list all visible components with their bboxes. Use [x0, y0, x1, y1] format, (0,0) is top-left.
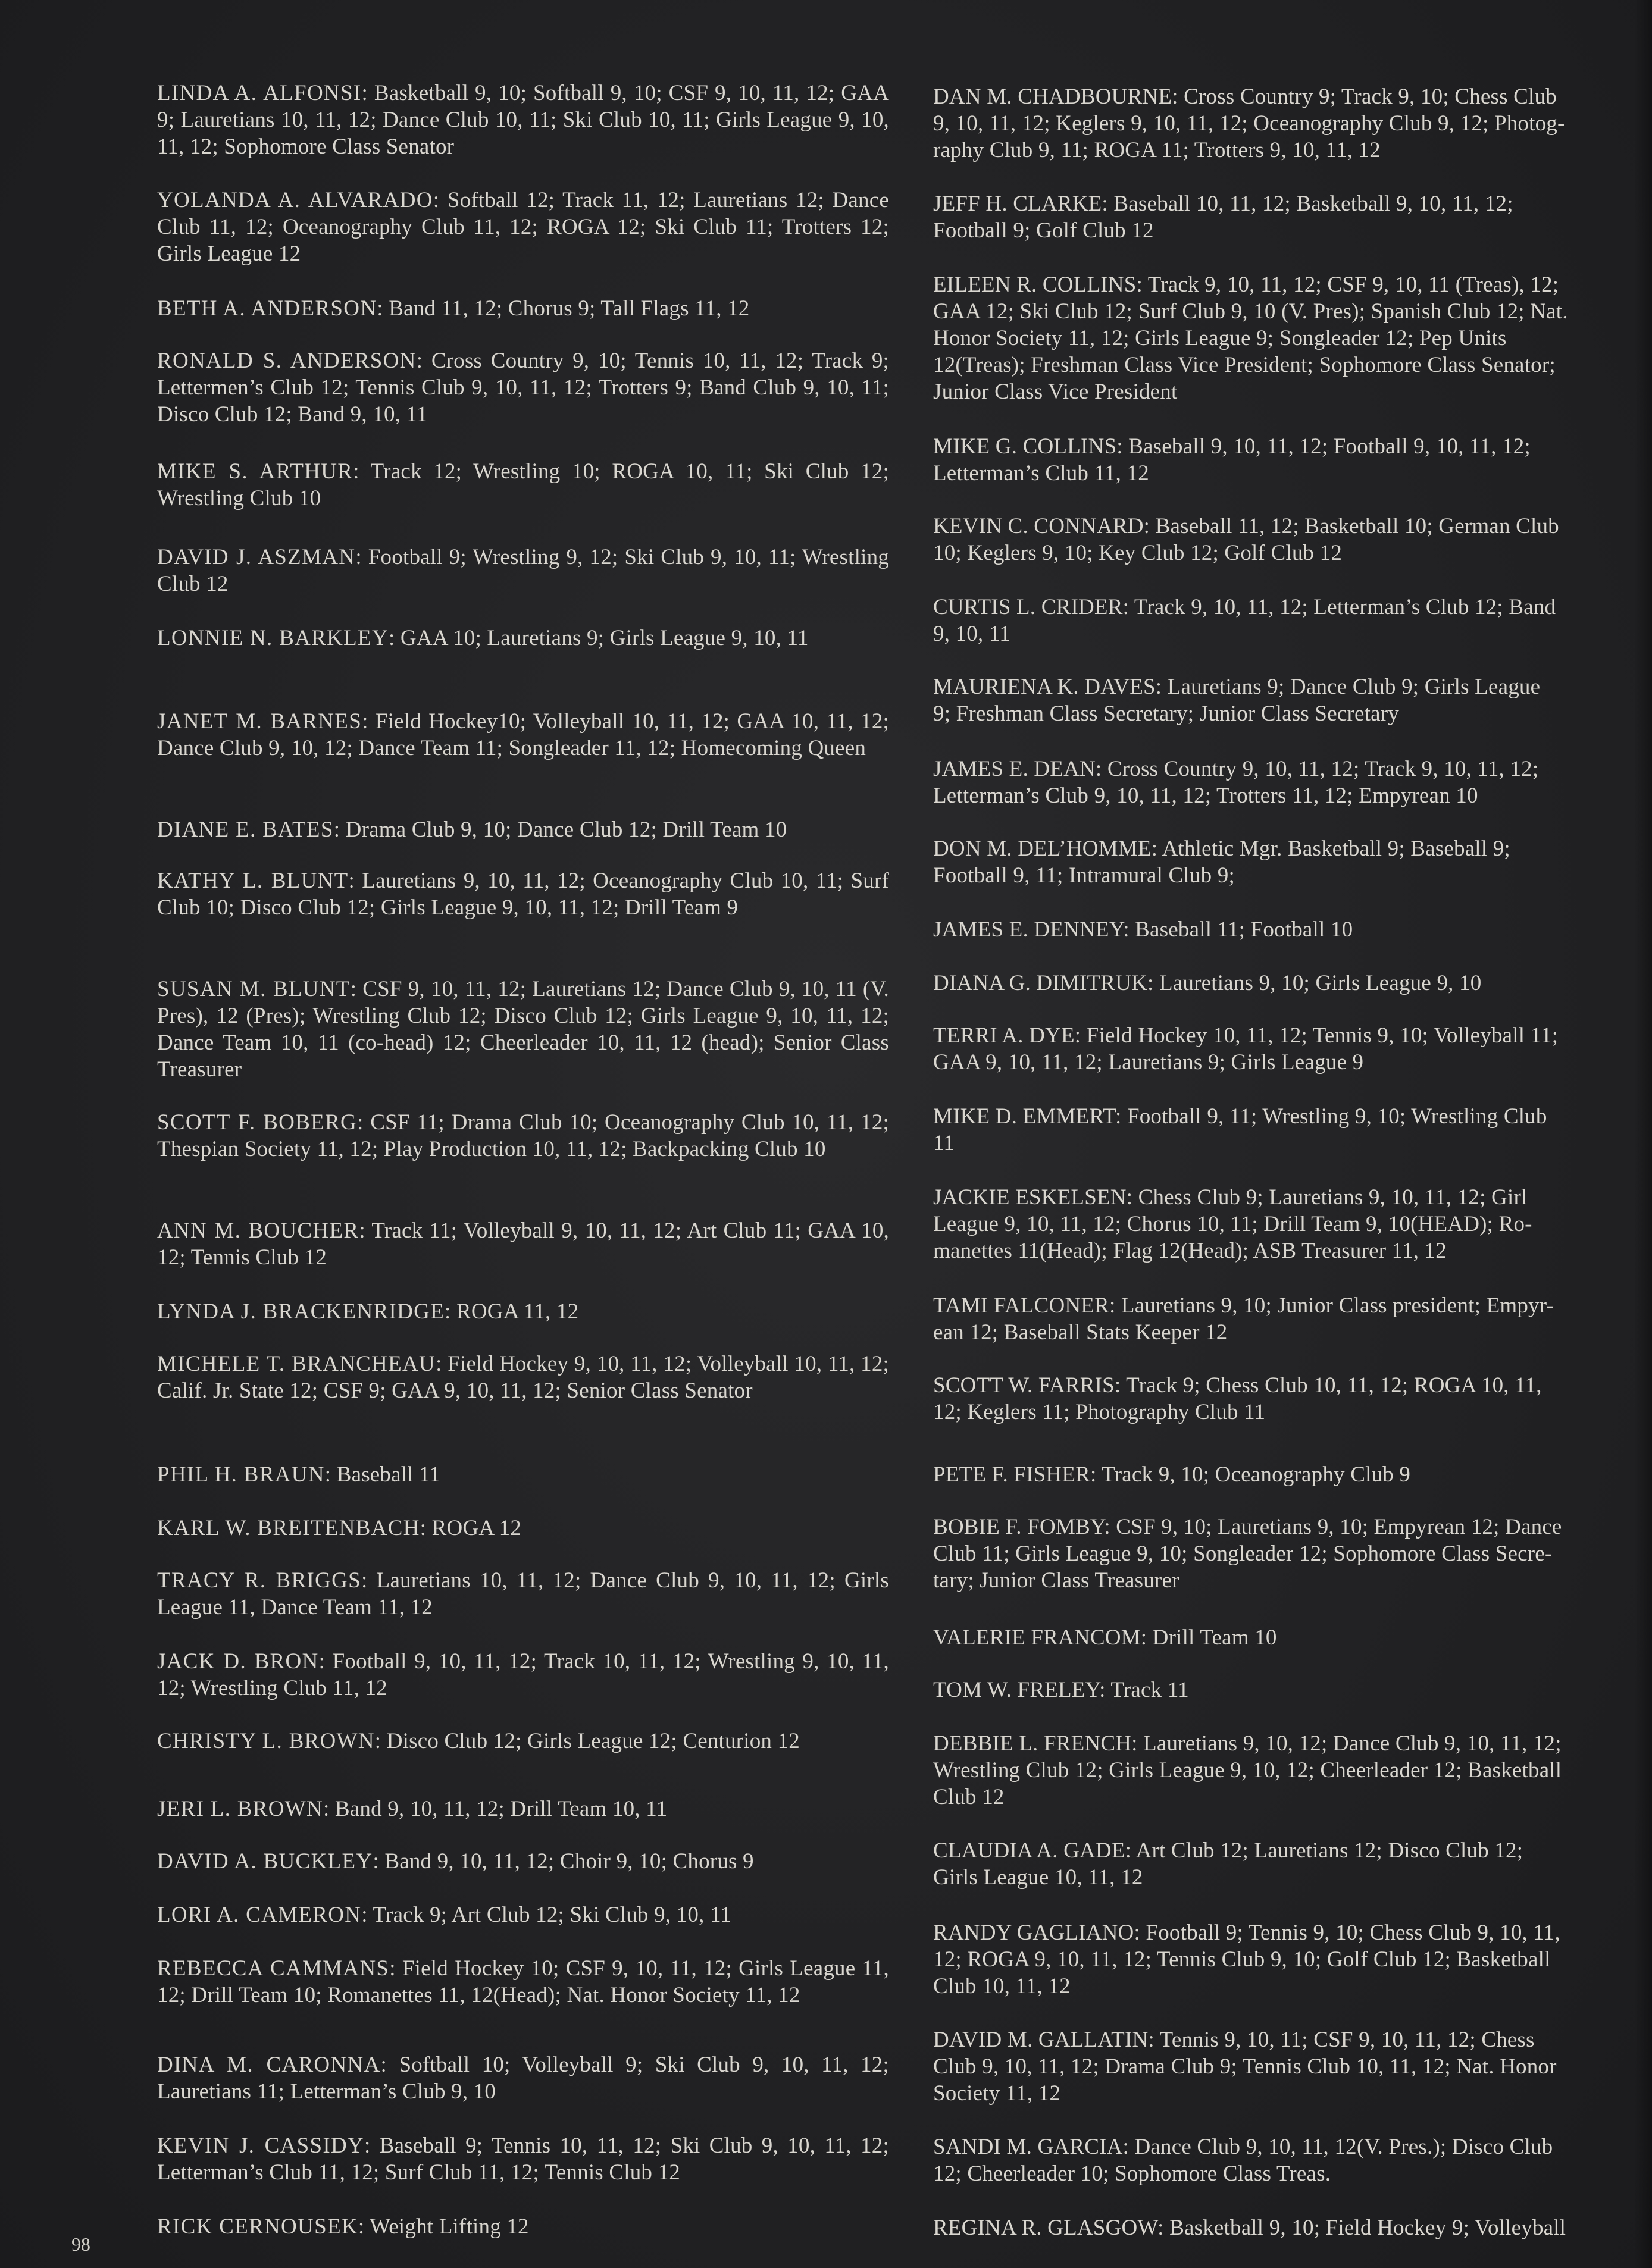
entry-line: JAMES E. DENNEY: Baseball 11; Football 10: [933, 917, 1353, 942]
entry-line: MIKE G. COLLINS: Baseball 9, 10, 11, 12; Football 9, 10, 11, 12;: [933, 434, 1531, 459]
entry-activities: Baseball 9; Tennis 10, 11, 12; Ski Club 9, 10, 11, 12; Letterman’s Club 11, 12; Surf Club 11, 12; Tennis Club 12: [157, 2134, 889, 2185]
entry-name: YOLANDA A. ALVARADO: [157, 188, 433, 212]
entry-activities: Field Hockey 10; CSF 9, 10, 11, 12; Girls League 11, 12; Drill Team 10; Romanettes 11, 12(Head); Nat. Honor Society 11, 12: [157, 1956, 889, 2007]
entry-activities: ROGA 12: [431, 1516, 522, 1540]
entry-name: CHRISTY L. BROWN: [157, 1729, 375, 1753]
entry-name: BETH A. ANDERSON: [157, 296, 377, 321]
entry-line: MIKE D. EMMERT: Football 9, 11; Wrestling 9, 10; Wrestling Club: [933, 1104, 1547, 1129]
entry-line: JACKIE ESKELSEN: Chess Club 9; Lauretians 9, 10, 11, 12; Girl: [933, 1185, 1528, 1210]
senior-entry: [933, 1022, 1652, 1076]
entry-name: DINA M. CARONNA: [157, 2053, 381, 2077]
senior-entry: SUSAN M. BLUNT: CSF 9, 10, 11, 12; Lauretians 12; Dance Club 9, 10, 11 (V. Pres), 12 (Pres); Wrestling Club 12; Disco Club 12; Girls League 9, 10, 11, 12; Dance Team 10, 11 (co-head) 12; Cheerleader 10, 11, 12 (head); Senior Class Treasurer: [157, 977, 889, 1082]
entry-activities: Basketball 9, 10; Softball 9, 10; CSF 9, 10, 11, 12; GAA 9; Lauretians 10, 11, 12; Dance Club 10, 11; Ski Club 10, 11; Girls League 9, 10, 11, 12; Sophomore Class Senator: [157, 81, 889, 159]
entry-name: MIKE S. ARTHUR: [157, 459, 353, 484]
senior-entry: DINA M. CARONNA: Softball 10; Volleyball 9; Ski Club 9, 10, 11, 12; Lauretians 11; Letterman’s Club 9, 10: [157, 2053, 889, 2104]
entry-activities: ROGA 11, 12: [456, 1299, 579, 1324]
entry-name: SUSAN M. BLUNT: [157, 977, 351, 1001]
entry-name: KATHY L. BLUNT: [157, 869, 349, 893]
entry-line: Junior Class Vice President: [933, 380, 1178, 404]
entry-line: EILEEN R. COLLINS: Track 9, 10, 11, 12; CSF 9, 10, 11 (Treas), 12;: [933, 272, 1559, 297]
entry-activities: CSF 11; Drama Club 10; Oceanography Club 10, 11, 12; Thespian Society 11, 12; Play Production 10, 11, 12; Backpacking Club 10: [157, 1110, 889, 1161]
senior-entry: [933, 1677, 1652, 1703]
entry-line: TOM W. FRELEY: Track 11: [933, 1678, 1189, 1702]
entry-line: DAVID M. GALLATIN: Tennis 9, 10, 11; CSF 9, 10, 11, 12; Chess: [933, 2028, 1535, 2052]
senior-entry: [933, 83, 1652, 164]
entry-name: SCOTT F. BOBERG: [157, 1110, 357, 1135]
senior-entry: [933, 433, 1652, 487]
senior-entry: SCOTT F. BOBERG: CSF 11; Drama Club 10; Oceanography Club 10, 11, 12; Thespian Society 11, 12; Play Production 10, 11, 12; Backpacking Club 10: [157, 1110, 889, 1161]
entry-line: 12; Cheerleader 10; Sophomore Class Treas.: [933, 2162, 1331, 2186]
entry-name: KARL W. BREITENBACH: [157, 1516, 420, 1540]
entry-name: LORI A. CAMERON: [157, 1903, 362, 1927]
entry-line: Honor Society 11, 12; Girls League 9; Songleader 12; Pep Units: [933, 326, 1507, 350]
senior-entry: [933, 2026, 1652, 2107]
senior-entry: BETH A. ANDERSON: Band 11, 12; Chorus 9; Tall Flags 11, 12: [157, 296, 750, 321]
senior-entry: [933, 513, 1652, 566]
senior-entry: REBECCA CAMMANS: Field Hockey 10; CSF 9, 10, 11, 12; Girls League 11, 12; Drill Team 10; Romanettes 11, 12(Head); Nat. Honor Society 11, 12: [157, 1956, 889, 2007]
entry-line: KEVIN C. CONNARD: Baseball 11, 12; Basketball 10; German Club: [933, 514, 1559, 538]
entry-line: Club 10, 11, 12: [933, 1974, 1071, 1998]
entry-line: 11: [933, 1131, 955, 1155]
entry-line: DON M. DEL’HOMME: Athletic Mgr. Basketball 9; Baseball 9;: [933, 837, 1510, 861]
senior-entry: [933, 673, 1652, 727]
senior-entry: [933, 756, 1652, 809]
entry-activities: Softball 12; Track 11, 12; Lauretians 12; Dance Club 11, 12; Oceanography Club 11, 12; ROGA 12; Ski Club 11; Trotters 12; Girls League 12: [157, 188, 890, 266]
senior-entry: MICHELE T. BRANCHEAU: Field Hockey 9, 10, 11, 12; Volleyball 10, 11, 12; Calif. Jr. State 12; CSF 9; GAA 9, 10, 11, 12; Senior Class Senator: [157, 1352, 889, 1403]
entry-name: PHIL H. BRAUN: [157, 1462, 325, 1487]
entry-name: TRACY R. BRIGGS: [157, 1568, 362, 1593]
entry-activities: Softball 10; Volleyball 9; Ski Club 9, 10, 11, 12; Lauretians 11; Letterman’s Club 9, 10: [157, 2053, 889, 2104]
senior-entry: TRACY R. BRIGGS: Lauretians 10, 11, 12; Dance Club 9, 10, 11, 12; Girls League 11, Dance Team 11, 12: [157, 1568, 889, 1619]
entry-line: 9; Freshman Class Secretary; Junior Class Secretary: [933, 701, 1399, 726]
entry-line: 9, 10, 11, 12; Keglers 9, 10, 11, 12; Oceanography Club 9, 12; Photog-: [933, 111, 1565, 136]
entry-activities: Band 9, 10, 11, 12; Choir 9, 10; Chorus 9: [384, 1849, 754, 1874]
senior-entry: [933, 1292, 1652, 1346]
entry-line: Club 11; Girls League 9, 10; Songleader 12; Sophomore Class Secre-: [933, 1542, 1553, 1566]
entry-activities: Baseball 11: [336, 1462, 441, 1487]
entry-name: LONNIE N. BARKLEY: [157, 626, 389, 650]
entry-name: LYNDA J. BRACKENRIDGE: [157, 1299, 445, 1324]
entry-activities: Football 9; Wrestling 9, 12; Ski Club 9, 10, 11; Wrestling Club 12: [157, 545, 889, 596]
senior-entry: KARL W. BREITENBACH: ROGA 12: [157, 1516, 522, 1540]
entry-activities: Football 9, 10, 11, 12; Track 10, 11, 12; Wrestling 9, 10, 11, 12; Wrestling Club 11, 12: [157, 1649, 889, 1700]
senior-entry: [933, 1837, 1652, 1891]
entry-line: manettes 11(Head); Flag 12(Head); ASB Treasurer 11, 12: [933, 1239, 1447, 1263]
entry-line: GAA 12; Ski Club 12; Surf Club 9, 10 (V. Pres); Spanish Club 12; Nat.: [933, 299, 1568, 324]
entry-line: PETE F. FISHER: Track 9, 10; Oceanography Club 9: [933, 1462, 1411, 1487]
entry-line: League 9, 10, 11, 12; Chorus 10, 11; Drill Team 9, 10(HEAD); Ro-: [933, 1212, 1532, 1236]
entry-line: Wrestling Club 12; Girls League 9, 10, 12; Cheerleader 12; Basketball: [933, 1758, 1562, 1783]
entry-line: Girls League 10, 11, 12: [933, 1865, 1143, 1890]
senior-entry: [933, 1103, 1652, 1157]
entry-name: JERI L. BROWN: [157, 1797, 323, 1821]
senior-entry: [933, 916, 1652, 943]
entry-name: JACK D. BRON: [157, 1649, 319, 1674]
entry-line: Football 9, 11; Intramural Club 9;: [933, 863, 1235, 888]
left-column: [157, 0, 889, 2268]
page-number: 98: [71, 2233, 90, 2255]
senior-entry: DIANE E. BATES: Drama Club 9, 10; Dance Club 12; Drill Team 10: [157, 817, 787, 842]
entry-name: REBECCA CAMMANS: [157, 1956, 390, 1981]
senior-entry: [933, 1624, 1652, 1651]
entry-activities: Cross Country 9, 10; Tennis 10, 11, 12; Track 9; Lettermen’s Club 12; Tennis Club 9, 10, 11, 12; Trotters 9; Band Club 9, 10, 11; Disco Club 12; Band 9, 10, 11: [157, 349, 889, 427]
senior-entry: KATHY L. BLUNT: Lauretians 9, 10, 11, 12; Oceanography Club 10, 11; Surf Club 10; Disco Club 12; Girls League 9, 10, 11, 12; Drill Team 9: [157, 869, 890, 920]
entry-line: DAN M. CHADBOURNE: Cross Country 9; Track 9, 10; Chess Club: [933, 84, 1557, 109]
senior-entry: [933, 1184, 1652, 1264]
entry-line: Letterman’s Club 9, 10, 11, 12; Trotters 11, 12; Empyrean 10: [933, 784, 1478, 808]
entry-activities: Band 9, 10, 11, 12; Drill Team 10, 11: [334, 1797, 668, 1821]
entry-line: ean 12; Baseball Stats Keeper 12: [933, 1320, 1228, 1345]
entry-activities: Drama Club 9, 10; Dance Club 12; Drill Team 10: [345, 817, 787, 842]
entry-activities: Track 12; Wrestling 10; ROGA 10, 11; Ski Club 12; Wrestling Club 10: [157, 459, 889, 510]
senior-entry: [933, 1372, 1652, 1426]
entry-line: REGINA R. GLASGOW: Basketball 9, 10; Field Hockey 9; Volleyball: [933, 2216, 1566, 2240]
entry-name: KEVIN J. CASSIDY: [157, 2134, 365, 2158]
entry-name: DAVID A. BUCKLEY: [157, 1849, 373, 1874]
entry-line: Letterman’s Club 11, 12: [933, 461, 1149, 485]
senior-entry: RONALD S. ANDERSON: Cross Country 9, 10; Tennis 10, 11, 12; Track 9; Lettermen’s Club 12; Tennis Club 9, 10, 11, 12; Trotters 9; Band Club 9, 10, 11; Disco Club 12; Band 9, 10, 11: [157, 349, 889, 427]
senior-entry: DAVID J. ASZMAN: Football 9; Wrestling 9, 12; Ski Club 9, 10, 11; Wrestling Club 12: [157, 545, 889, 596]
senior-entry: [933, 970, 1652, 997]
entry-line: JAMES E. DEAN: Cross Country 9, 10, 11, 12; Track 9, 10, 11, 12;: [933, 757, 1539, 781]
entry-line: CLAUDIA A. GADE: Art Club 12; Lauretians 12; Disco Club 12;: [933, 1838, 1523, 1863]
senior-entry: JERI L. BROWN: Band 9, 10, 11, 12; Drill Team 10, 11: [157, 1797, 668, 1821]
entry-activities: Weight Lifting 12: [370, 2214, 529, 2239]
entry-line: SANDI M. GARCIA: Dance Club 9, 10, 11, 12(V. Pres.); Disco Club: [933, 2135, 1553, 2159]
senior-entry: JACK D. BRON: Football 9, 10, 11, 12; Track 10, 11, 12; Wrestling 9, 10, 11, 12; Wrestling Club 11, 12: [157, 1649, 889, 1700]
senior-entry: DAVID A. BUCKLEY: Band 9, 10, 11, 12; Choir 9, 10; Chorus 9: [157, 1849, 754, 1874]
senior-entry: JANET M. BARNES: Field Hockey10; Volleyball 10, 11, 12; GAA 10, 11, 12; Dance Club 9, 10, 12; Dance Team 11; Songleader 11, 12; Homecoming Queen: [157, 709, 889, 760]
entry-line: SCOTT W. FARRIS: Track 9; Chess Club 10, 11, 12; ROGA 10, 11,: [933, 1373, 1542, 1398]
senior-entry: PHIL H. BRAUN: Baseball 11: [157, 1462, 441, 1487]
entry-name: MICHELE T. BRANCHEAU: [157, 1352, 436, 1376]
senior-entry: [933, 1461, 1652, 1488]
senior-entry: CHRISTY L. BROWN: Disco Club 12; Girls League 12; Centurion 12: [157, 1729, 800, 1753]
entry-name: JANET M. BARNES: [157, 709, 362, 734]
entry-name: DIANE E. BATES: [157, 817, 334, 842]
senior-entry: [933, 594, 1652, 647]
entry-activities: Lauretians 10, 11, 12; Dance Club 9, 10, 11, 12; Girls League 11, Dance Team 11, 12: [157, 1568, 889, 1619]
entry-activities: Track 11; Volleyball 9, 10, 11, 12; Art Club 11; GAA 10, 12; Tennis Club 12: [157, 1218, 889, 1270]
entry-line: TERRI A. DYE: Field Hockey 10, 11, 12; Tennis 9, 10; Volleyball 11;: [933, 1023, 1559, 1048]
senior-entry: [933, 271, 1652, 405]
senior-entry: [933, 2214, 1652, 2241]
entry-line: BOBIE F. FOMBY: CSF 9, 10; Lauretians 9, 10; Empyrean 12; Dance: [933, 1515, 1562, 1539]
entry-line: CURTIS L. CRIDER: Track 9, 10, 11, 12; Letterman’s Club 12; Band: [933, 595, 1556, 619]
entry-activities: Field Hockey10; Volleyball 10, 11, 12; GAA 10, 11, 12; Dance Club 9, 10, 12; Dance Team 11; Songleader 11, 12; Homecoming Queen: [157, 709, 889, 760]
entry-line: MAURIENA K. DAVES: Lauretians 9; Dance Club 9; Girls League: [933, 675, 1541, 699]
entry-line: 9, 10, 11: [933, 622, 1010, 646]
entry-line: tary; Junior Class Treasurer: [933, 1568, 1179, 1593]
senior-entry: KEVIN J. CASSIDY: Baseball 9; Tennis 10, 11, 12; Ski Club 9, 10, 11, 12; Letterman’s Club 11, 12; Surf Club 11, 12; Tennis Club 12: [157, 2134, 889, 2185]
entry-name: DAVID J. ASZMAN: [157, 545, 356, 569]
entry-activities: Track 9; Art Club 12; Ski Club 9, 10, 11: [373, 1903, 732, 1927]
entry-line: DIANA G. DIMITRUK: Lauretians 9, 10; Girls League 9, 10: [933, 971, 1482, 995]
entry-line: 12; Keglers 11; Photography Club 11: [933, 1400, 1266, 1424]
entry-activities: CSF 9, 10, 11, 12; Lauretians 12; Dance Club 9, 10, 11 (V. Pres), 12 (Pres); Wrestling Club 12; Disco Club 12; Girls League 9, 10, 11, 12; Dance Team 10, 11 (co-head) 12; Cheerleader 10, 11, 12 (head); Senior Class Treasurer: [157, 977, 889, 1082]
senior-entry: [933, 190, 1652, 244]
entry-line: VALERIE FRANCOM: Drill Team 10: [933, 1625, 1277, 1650]
entry-line: Club 12: [933, 1785, 1005, 1809]
entry-line: RANDY GAGLIANO: Football 9; Tennis 9, 10; Chess Club 9, 10, 11,: [933, 1921, 1560, 1945]
entry-activities: Lauretians 9, 10, 11, 12; Oceanography Club 10, 11; Surf Club 10; Disco Club 12; Girls League 9, 10, 11, 12; Drill Team 9: [157, 869, 890, 920]
entry-line: 10; Keglers 9, 10; Key Club 12; Golf Club 12: [933, 541, 1343, 565]
entry-line: raphy Club 9, 11; ROGA 11; Trotters 9, 10, 11, 12: [933, 138, 1381, 162]
senior-entry: LORI A. CAMERON: Track 9; Art Club 12; Ski Club 9, 10, 11: [157, 1903, 732, 1927]
senior-entry: YOLANDA A. ALVARADO: Softball 12; Track 11, 12; Lauretians 12; Dance Club 11, 12; Oceanography Club 11, 12; ROGA 12; Ski Club 11; Trotters 12; Girls League 12: [157, 188, 890, 266]
entry-name: RONALD S. ANDERSON: [157, 349, 417, 373]
entry-activities: Disco Club 12; Girls League 12; Centurion 12: [386, 1729, 800, 1753]
entry-line: Society 11, 12: [933, 2081, 1061, 2106]
entry-line: JEFF H. CLARKE: Baseball 10, 11, 12; Basketball 9, 10, 11, 12;: [933, 192, 1513, 216]
entry-line: GAA 9, 10, 11, 12; Lauretians 9; Girls League 9: [933, 1050, 1364, 1075]
senior-entry: [933, 1730, 1652, 1810]
entry-line: TAMI FALCONER: Lauretians 9, 10; Junior Class president; Empyr-: [933, 1293, 1554, 1318]
entry-activities: Field Hockey 9, 10, 11, 12; Volleyball 10, 11, 12; Calif. Jr. State 12; CSF 9; GAA 9, 10, 11, 12; Senior Class Senator: [157, 1352, 889, 1403]
entry-line: Club 9, 10, 11, 12; Drama Club 9; Tennis Club 10, 11, 12; Nat. Honor: [933, 2054, 1557, 2079]
senior-entry: [933, 1514, 1652, 1594]
page-edge-shadow: [1634, 0, 1652, 2268]
entry-line: DEBBIE L. FRENCH: Lauretians 9, 10, 12; Dance Club 9, 10, 11, 12;: [933, 1731, 1562, 1756]
right-column: [933, 0, 1652, 2268]
senior-entry: LONNIE N. BARKLEY: GAA 10; Lauretians 9; Girls League 9, 10, 11: [157, 626, 809, 650]
senior-entry: RICK CERNOUSEK: Weight Lifting 12: [157, 2214, 529, 2239]
senior-entry: LYNDA J. BRACKENRIDGE: ROGA 11, 12: [157, 1299, 579, 1324]
entry-activities: Band 11, 12; Chorus 9; Tall Flags 11, 12: [389, 296, 750, 321]
entry-line: 12(Treas); Freshman Class Vice President; Sophomore Class Senator;: [933, 353, 1556, 377]
senior-entry: [933, 835, 1652, 889]
entry-name: ANN M. BOUCHER: [157, 1218, 359, 1243]
entry-name: LINDA A. ALFONSI: [157, 81, 362, 105]
senior-entry: ANN M. BOUCHER: Track 11; Volleyball 9, 10, 11, 12; Art Club 11; GAA 10, 12; Tennis Club 12: [157, 1218, 889, 1270]
entry-line: 12; ROGA 9, 10, 11, 12; Tennis Club 9, 10; Golf Club 12; Basketball: [933, 1947, 1551, 1972]
senior-entry: LINDA A. ALFONSI: Basketball 9, 10; Softball 9, 10; CSF 9, 10, 11, 12; GAA 9; Lauretians 10, 11, 12; Dance Club 10, 11; Ski Club 10, 11; Girls League 9, 10, 11, 12; Sophomore Class Senator: [157, 81, 889, 159]
senior-entry: [933, 1919, 1652, 2000]
entry-name: RICK CERNOUSEK: [157, 2214, 358, 2239]
senior-entry: [933, 2134, 1652, 2187]
entry-activities: GAA 10; Lauretians 9; Girls League 9, 10, 11: [400, 626, 809, 650]
senior-entry: MIKE S. ARTHUR: Track 12; Wrestling 10; ROGA 10, 11; Ski Club 12; Wrestling Club 10: [157, 459, 889, 510]
entry-line: Football 9; Golf Club 12: [933, 218, 1154, 243]
